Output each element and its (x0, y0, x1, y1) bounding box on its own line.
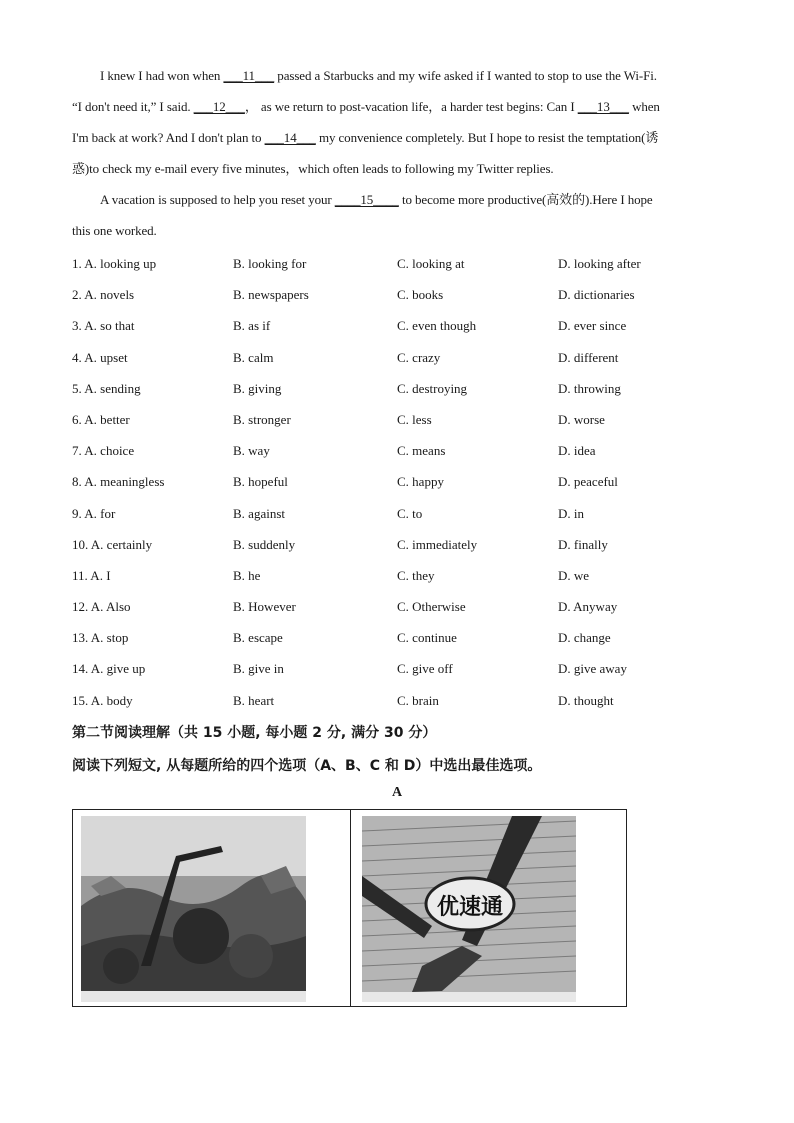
option-c: C. happy (397, 474, 444, 490)
option-a: 5. A. sending (72, 380, 141, 396)
passage-line-1: I knew I had won when ___11___ passed a Starbucks and my wife asked if I wanted to stop to use the Wi-Fi. (72, 60, 722, 91)
passage-line-4: 惑)to check my e-mail every five minutes，which often leads to following my Twitter replies. (72, 161, 554, 176)
option-b: B. he (233, 567, 261, 583)
option-d: D. thought (558, 692, 614, 708)
question-row (72, 560, 722, 591)
option-b: B. escape (233, 630, 283, 646)
question-row (72, 373, 722, 404)
question-row (72, 342, 722, 373)
option-b: B. as if (233, 318, 271, 334)
question-row (72, 653, 722, 684)
option-a: 6. A. better (72, 411, 130, 427)
blank-12: ___12___ (193, 99, 245, 114)
passage-label: A (391, 785, 403, 800)
option-b: B. looking for (233, 256, 307, 271)
cloze-passage (72, 60, 722, 246)
option-d: D. worse (558, 411, 605, 427)
option-a: 4. A. upset (72, 349, 128, 365)
passage-line-2: “I don't need it,” I said. ___12___， as we return to post-vacation life，a harder test begins: Can I ___13___ when (72, 91, 722, 122)
option-b: B. hopeful (233, 474, 288, 490)
blank-11: ___11___ (223, 68, 275, 83)
option-c: C. crazy (397, 349, 441, 365)
passage-line-3: I'm back at work? And I don't plan to ___14___ my convenience completely. But I hope to resist the temptation(诱 (72, 122, 722, 153)
option-a: 2. A. novels (72, 287, 135, 303)
option-c: C. looking at (397, 256, 465, 271)
option-b: B. give in (233, 661, 284, 677)
option-d: D. different (558, 349, 619, 365)
option-d: D. ever since (558, 318, 627, 334)
option-d: D. in (558, 505, 584, 521)
option-b: B. giving (233, 380, 282, 396)
question-row (72, 498, 722, 529)
option-a: 8. A. meaningless (72, 474, 165, 490)
option-c: C. less (397, 411, 432, 427)
option-d: D. looking after (558, 256, 641, 271)
question-row (72, 685, 722, 716)
option-d: D. dictionaries (558, 287, 635, 303)
blank-14: ___14___ (264, 130, 316, 145)
option-c: C. destroying (397, 380, 468, 396)
option-b: B. way (233, 443, 270, 459)
option-a: 11. A. I (72, 567, 111, 583)
option-c: C. immediately (397, 536, 478, 552)
question-row (72, 310, 722, 341)
option-c: C. means (397, 443, 446, 459)
question-row (72, 404, 722, 435)
option-c: C. continue (397, 630, 457, 646)
option-c: C. they (397, 567, 435, 583)
option-b: B. calm (233, 349, 274, 365)
option-a: 1. A. looking up (72, 256, 157, 271)
question-row (72, 591, 722, 622)
option-d: D. idea (558, 443, 596, 459)
question-row (72, 248, 722, 279)
scanned-photo-icon (81, 816, 306, 1002)
option-d: D. peaceful (558, 474, 618, 490)
option-d: D. we (558, 567, 590, 583)
option-c: C. give off (397, 661, 453, 677)
table-divider (350, 810, 351, 1006)
option-d: D. throwing (558, 380, 621, 396)
option-a: 7. A. choice (72, 443, 135, 459)
passage-line-6: this one worked. (72, 223, 157, 238)
option-a: 12. A. Also (72, 599, 131, 615)
option-c: C. books (397, 287, 444, 303)
option-a: 13. A. stop (72, 630, 129, 646)
option-b: B. stronger (233, 411, 291, 427)
passage-line-5: A vacation is supposed to help you reset your ____15____ to become more productive(高效的).Here I hope (72, 184, 722, 215)
option-a: 14. A. give up (72, 661, 146, 677)
option-d: D. change (558, 630, 611, 646)
svg-text:优速通: 优速通 (436, 895, 504, 920)
question-row (72, 279, 722, 310)
option-b: B. heart (233, 692, 275, 708)
question-row (72, 622, 722, 653)
image-table (72, 809, 627, 1007)
option-b: B. suddenly (233, 536, 296, 552)
question-row (72, 529, 722, 560)
option-a: 10. A. certainly (72, 536, 153, 552)
answer-options (72, 248, 722, 716)
scanned-photo-icon (362, 816, 576, 1002)
option-b: B. newspapers (233, 287, 309, 303)
option-a: 3. A. so that (72, 318, 135, 334)
blank-13: ___13___ (577, 99, 629, 114)
option-c: C. Otherwise (397, 599, 466, 615)
option-a: 9. A. for (72, 505, 116, 521)
question-row (72, 435, 722, 466)
option-d: D. give away (558, 661, 627, 677)
section-heading: 第二节阅读理解（共 15 小题, 每小题 2 分, 满分 30 分） (72, 725, 437, 741)
option-b: B. However (233, 599, 296, 615)
question-row (72, 466, 722, 497)
option-b: B. against (233, 505, 285, 521)
option-d: D. Anyway (558, 599, 618, 615)
option-a: 15. A. body (72, 692, 133, 708)
section-instruction: 阅读下列短文, 从每题所给的四个选项（A、B、C 和 D）中选出最佳选项。 (72, 758, 542, 774)
blank-15: ____15____ (334, 192, 399, 207)
option-c: C. brain (397, 692, 439, 708)
option-d: D. finally (558, 536, 608, 552)
option-c: C. even though (397, 318, 477, 334)
option-c: C. to (397, 505, 423, 521)
